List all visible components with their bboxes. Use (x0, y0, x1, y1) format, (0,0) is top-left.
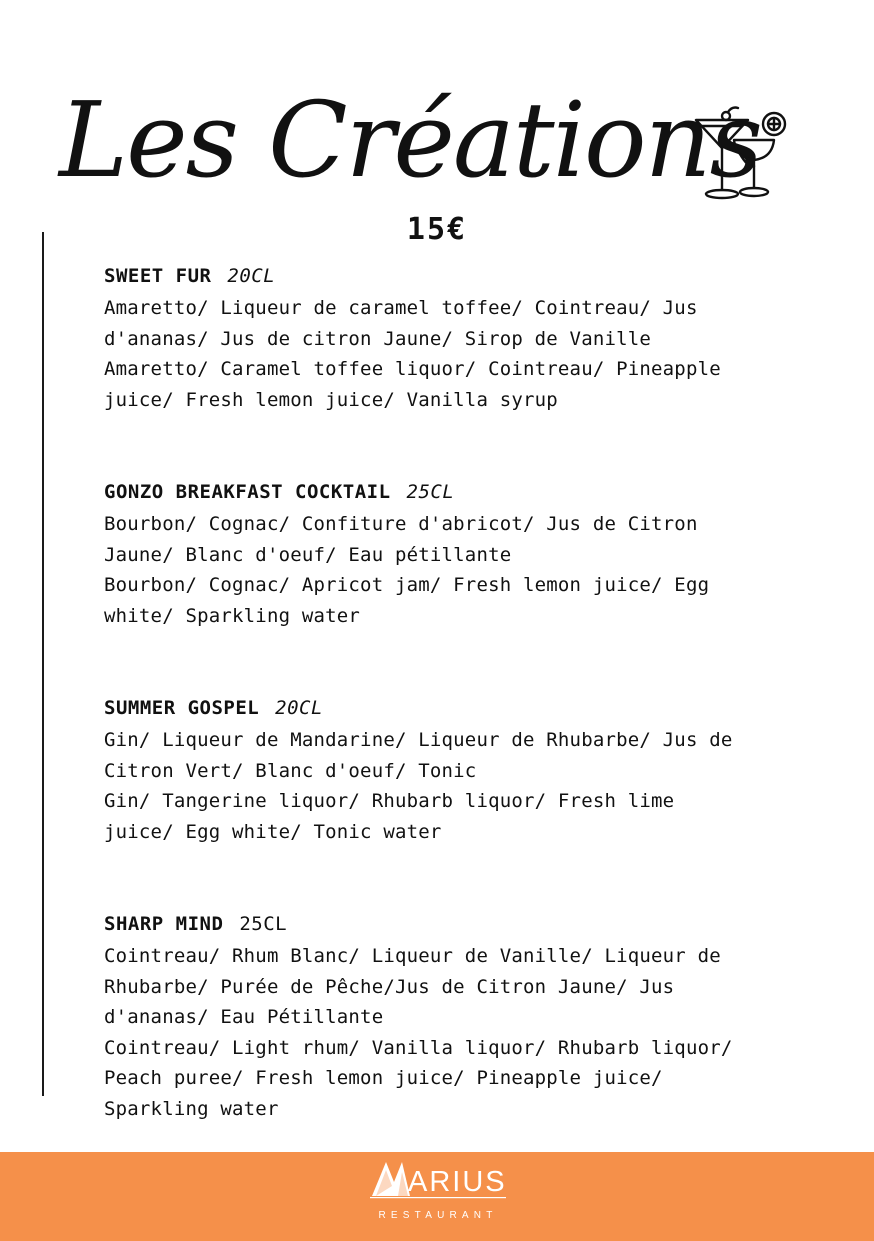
menu-item-summer-gospel (104, 694, 804, 847)
menu-item-heading (104, 910, 804, 938)
logo-wordmark: ARIUS (408, 1166, 507, 1198)
menu-item-description-en: Bourbon/ Cognac/ Apricot jam/ Fresh lemon juice/ Egg white/ Sparkling water (104, 574, 710, 627)
menu-item-description-fr: Bourbon/ Cognac/ Confiture d'abricot/ Jus de Citron Jaune/ Blanc d'oeuf/ Eau pétillante (104, 513, 698, 566)
menu-item-heading (104, 694, 804, 722)
cocktail-glasses-icon (692, 106, 792, 206)
menu-item-name: SHARP MIND (104, 913, 224, 935)
menu-item-volume: 25CL (239, 913, 288, 935)
menu-item-description-fr: Cointreau/ Rhum Blanc/ Liqueur de Vanille/ Liqueur de Rhubarbe/ Purée de Pêche/Jus de Citron Jaune/ Jus d'ananas/ Eau Pétillante (104, 945, 721, 1028)
menu-item-gonzo-breakfast-cocktail (104, 478, 804, 631)
logo-subtitle: RESTAURANT (378, 1210, 498, 1221)
menu-item-description-fr: Amaretto/ Liqueur de caramel toffee/ Cointreau/ Jus d'ananas/ Jus de citron Jaune/ Sirop de Vanille (104, 297, 698, 350)
menu-item-sharp-mind (104, 910, 804, 1124)
menu-item-name: SWEET FUR (104, 265, 212, 287)
title-script (59, 58, 761, 218)
title-text: Les Créations (59, 79, 761, 201)
menu-item-volume: 25CL (406, 481, 455, 503)
menu-item-description-en: Amaretto/ Caramel toffee liquor/ Cointreau/ Pineapple juice/ Fresh lemon juice/ Vanilla syrup (104, 358, 721, 411)
price-label: 15€ (406, 212, 468, 247)
menu-item-heading (104, 262, 804, 290)
menu-item-name: GONZO BREAKFAST COCKTAIL (104, 481, 391, 503)
menu-item-description-fr: Gin/ Liqueur de Mandarine/ Liqueur de Rhubarbe/ Jus de Citron Vert/ Blanc d'oeuf/ Tonic (104, 729, 733, 782)
menu-item-sweet-fur (104, 262, 804, 415)
menu-item-volume: 20CL (227, 265, 276, 287)
menu-item-description-en: Cointreau/ Light rhum/ Vanilla liquor/ Rhubarb liquor/ Peach puree/ Fresh lemon juice/ Pineapple juice/ Sparkling water (104, 1036, 733, 1120)
menu-item-heading (104, 478, 804, 506)
menu-item-name: SUMMER GOSPEL (104, 697, 260, 719)
page-title (59, 58, 761, 218)
left-divider-line (42, 232, 44, 1096)
menu-item-description-en: Gin/ Tangerine liquor/ Rhubarb liquor/ Fresh lime juice/ Egg white/ Tonic water (104, 790, 675, 843)
menu-item-volume: 20CL (275, 697, 323, 719)
